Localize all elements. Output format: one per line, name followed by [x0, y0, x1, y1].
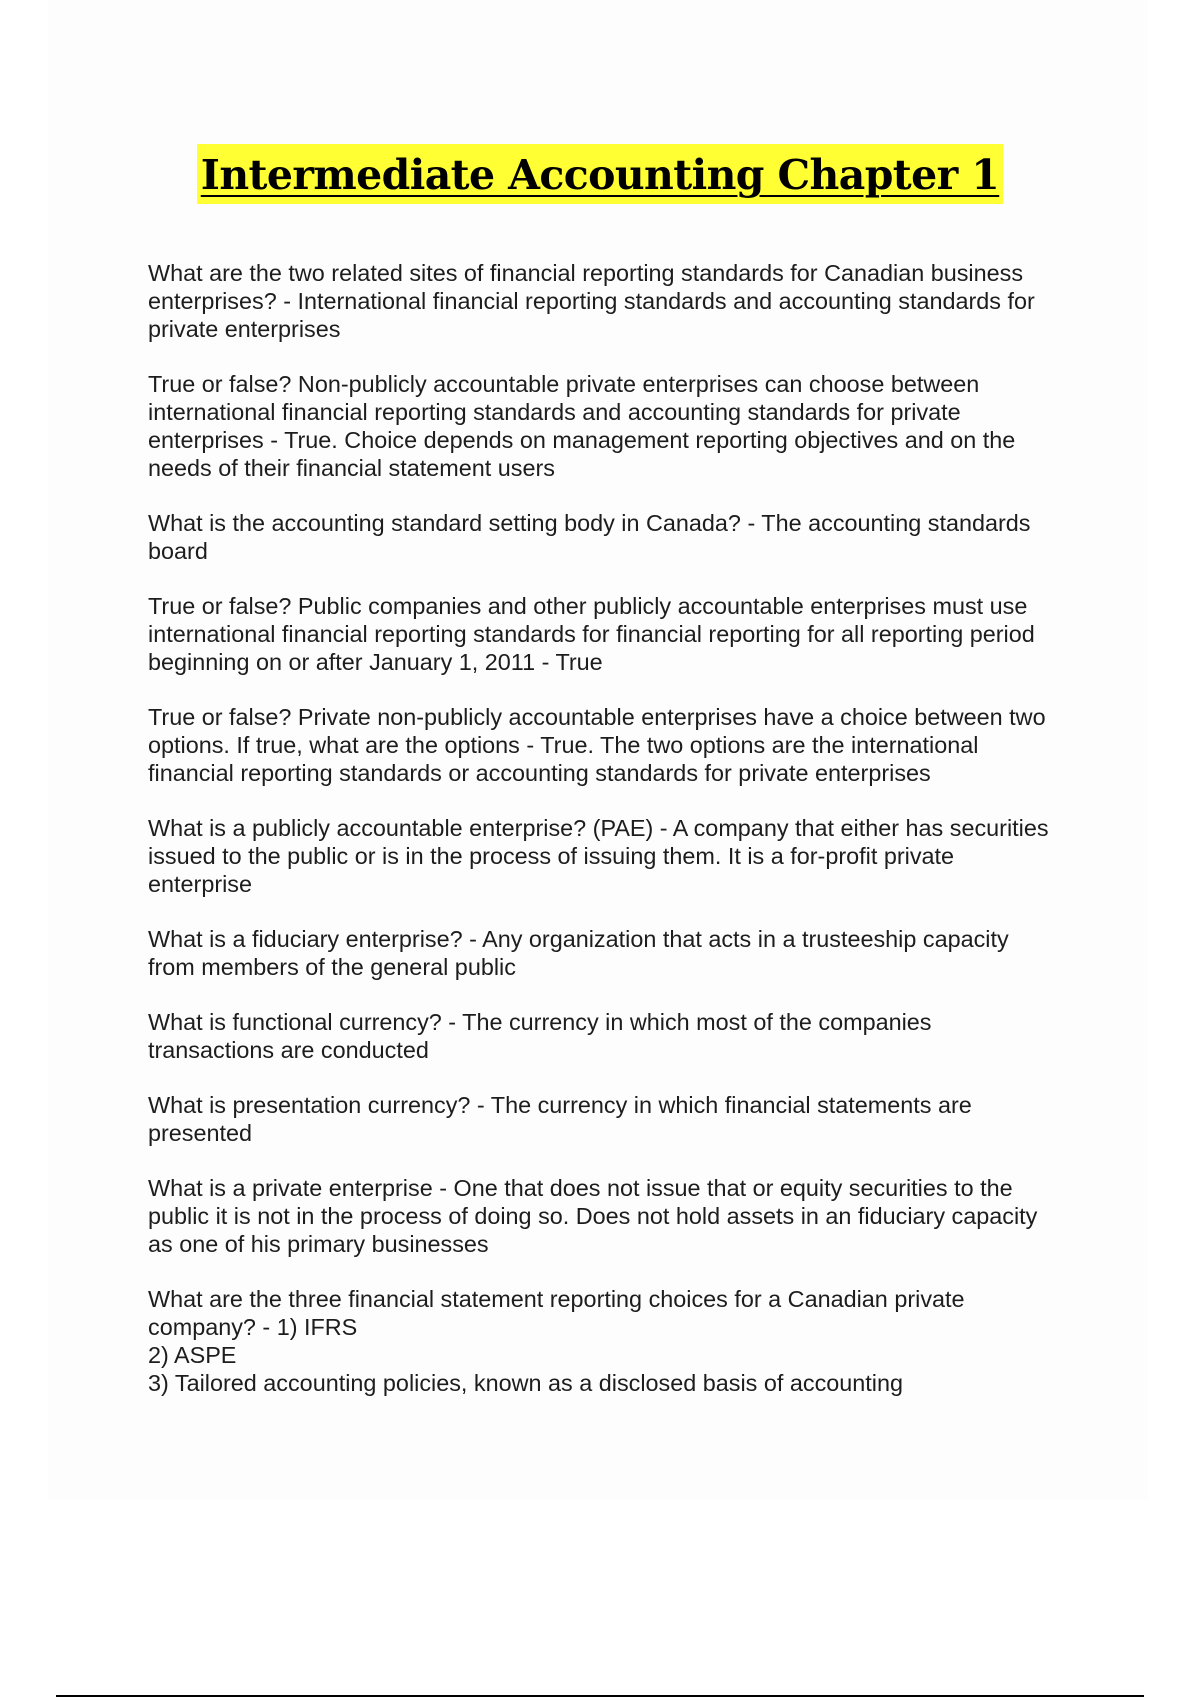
- qa-item: What is a publicly accountable enterprise? (PAE) - A company that either has securities issued to the public or is in the process of issuing them. It is a for-profit private enterprise: [148, 815, 1049, 897]
- qa-item: What is the accounting standard setting body in Canada? - The accounting standards board: [148, 510, 1031, 564]
- qa-item: True or false? Public companies and other publicly accountable enterprises must use international financial reporting standards for financial reporting for all reporting period beginning on or after January 1, 2011 - True: [148, 593, 1035, 675]
- qa-item: What are the three financial statement reporting choices for a Canadian private company? - 1) IFRS 2) ASPE 3) Tailored accounting policies, known as a disclosed basis of accounting: [148, 1286, 965, 1396]
- qa-item: What is presentation currency? - The currency in which financial statements are presented: [148, 1092, 972, 1146]
- page-title: Intermediate Accounting Chapter 1: [197, 144, 1003, 204]
- qa-item: True or false? Private non-publicly accountable enterprises have a choice between two options. If true, what are the options - True. The two options are the international financial reporting standards or accounting standards for private enterprises: [148, 704, 1046, 786]
- qa-item: What are the two related sites of financial reporting standards for Canadian business enterprises? - International financial reporting standards and accounting standards for private enterprises: [148, 260, 1035, 342]
- qa-item: What is a private enterprise - One that does not issue that or equity securities to the public it is not in the process of doing so. Does not hold assets in an fiduciary capacity as one of his primary businesses: [148, 1175, 1038, 1257]
- title-container: [0, 144, 1200, 204]
- qa-item: What is a fiduciary enterprise? - Any organization that acts in a trusteeship capacity from members of the general public: [148, 926, 1009, 980]
- qa-item: What is functional currency? - The currency in which most of the companies transactions are conducted: [148, 1009, 932, 1063]
- qa-item: True or false? Non-publicly accountable private enterprises can choose between international financial reporting standards and accounting standards for private enterprises - True. Choice depends on management reporting objectives and on the needs of their financial statement users: [148, 371, 1016, 481]
- qa-list: [148, 259, 1088, 1424]
- footer-divider: [56, 1695, 1144, 1697]
